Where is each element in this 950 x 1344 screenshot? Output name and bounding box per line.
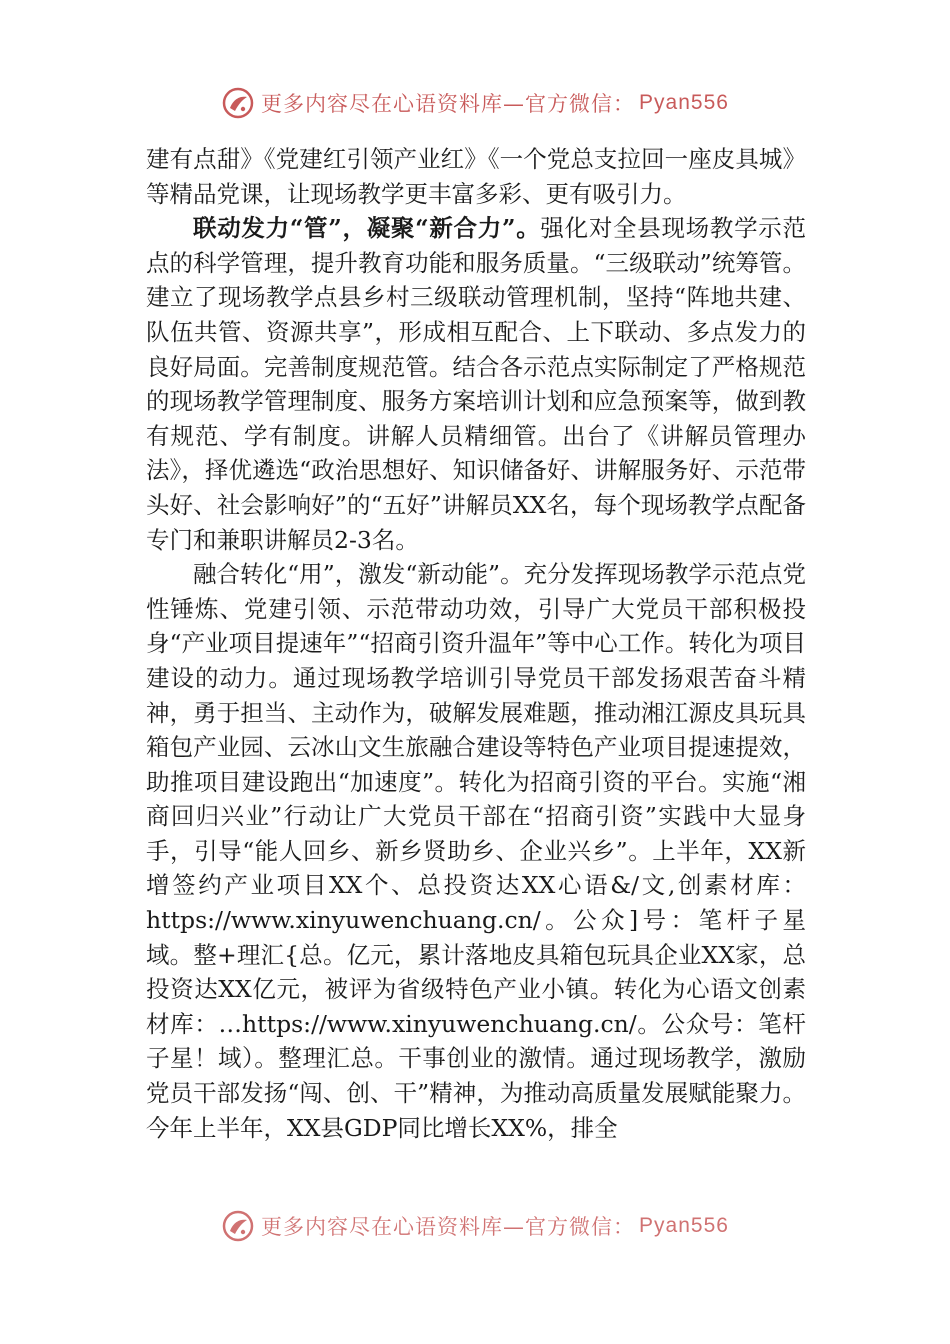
paragraph-1-text: 建有点甜》《党建红引领产业红》《一个党总支拉回一座皮具城》等精品党课，让现场教学更丰富多彩、更有吸引力。 <box>146 145 806 208</box>
banner-wechat-id: Pyan556 <box>639 91 729 114</box>
paragraph-2-heading: 联动发力“管”，凝聚“新合力”。 <box>193 214 541 243</box>
footer-watermark-banner <box>0 1206 950 1246</box>
paragraph-1 <box>146 142 806 211</box>
banner-text: 更多内容尽在心语资料库—官方微信： <box>261 92 636 116</box>
paragraph-3-text: 融合转化“用”，激发“新动能”。充分发挥现场教学示范点党性锤炼、党建引领、示范带动功效，引导广大党员干部积极投身“产业项目提速年”“招商引资升温年”等中心工作。转化为项目建设的动力。通过现场教学培训引导党员干部发扬艰苦奋斗精神，勇于担当、主动作为，破解发展难题，推动湘江源皮具玩具箱包产业园、云冰山文生旅融合建设等特色产业项目提速提效，助推项目建设跑出“加速度”。转化为招商引资的平台。实施“湘商回归兴业”行动让广大党员干部在“招商引资”实践中大显身手，引导“能人回乡、新乡贤助乡、企业兴乡”。上半年，XX新增签约产业项目XX个、总投资达XX心语&/文,创素材库：https://www.xinyuwenchuang.cn/。公众]号：笔杆子星域。整+理汇{总。亿元，累计落地皮具箱包玩具企业XX家，总投资达XX亿元，被评为省级特色产业小镇。转化为心语文创素材库：…https://www.xinyuwenchuang.cn/。公众号：笔杆子星！域）。整理汇总。干事创业的激情。通过现场教学，激励党员干部发扬“闯、创、干”精神，为推动高质量发展赋能聚力。今年上半年，XX县GDP同比增长XX%，排全 <box>146 560 806 1142</box>
header-watermark-banner <box>0 83 950 123</box>
paragraph-2 <box>146 211 806 557</box>
paragraph-3 <box>146 557 806 1145</box>
brand-logo-icon <box>221 86 255 120</box>
banner-text: 更多内容尽在心语资料库—官方微信： <box>261 1215 636 1239</box>
document-body <box>146 142 806 1145</box>
paragraph-2-text: 强化对全县现场教学示范点的科学管理，提升教育功能和服务质量。“三级联动”统筹管。建立了现场教学点县乡村三级联动管理机制，坚持“阵地共建、队伍共管、资源共享”，形成相互配合、上下联动、多点发力的良好局面。完善制度规范管。结合各示范点实际制定了严格规范的现场教学管理制度、服务方案培训计划和应急预案等，做到教有规范、学有制度。讲解人员精细管。出台了《讲解员管理办法》，择优遴选“政治思想好、知识储备好、讲解服务好、示范带头好、社会影响好”的“五好”讲解员XX名，每个现场教学点配备专门和兼职讲解员2-3名。 <box>146 214 806 554</box>
brand-logo-icon <box>221 1209 255 1243</box>
banner-wechat-id: Pyan556 <box>639 1214 729 1237</box>
